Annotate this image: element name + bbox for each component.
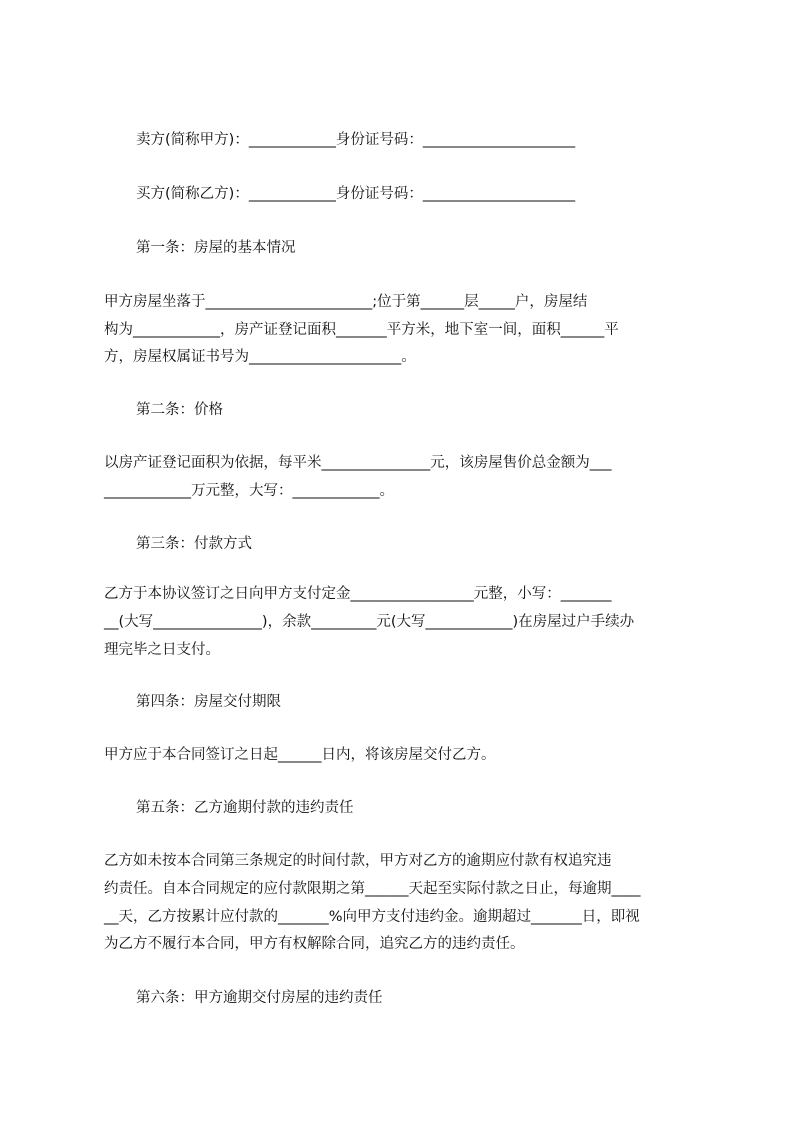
article1-line-1: 甲方房屋坐落于_______________________;位于第______层_____户，房屋结: [104, 294, 588, 310]
article3-line-2: __(大写_______________)，余款_________元(大写____________)在房屋过户手续办: [104, 614, 635, 630]
article1-line-2: 构为____________，房产证登记面积_______平方米，地下室一间，面积______平: [104, 322, 619, 338]
article2-heading: 第二条：价格: [136, 402, 223, 418]
article3-line-3: 理完毕之日支付。: [104, 642, 220, 658]
buyer-line: 买方(简称乙方)：____________身份证号码：_____________________: [136, 186, 576, 202]
article5-heading: 第五条：乙方逾期付款的违约责任: [136, 800, 354, 816]
article4-heading: 第四条：房屋交付期限: [136, 694, 281, 710]
article3-heading: 第三条：付款方式: [136, 536, 252, 552]
article5-line-3: __天，乙方按累计应付款的_______%向甲方支付违约金。逾期超过_______日，即视: [104, 909, 640, 925]
article4-line-1: 甲方应于本合同签订之日起______日内，将该房屋交付乙方。: [104, 747, 496, 763]
article2-line-1: 以房产证登记面积为依据，每平米_______________元，该房屋售价总金额为___: [104, 455, 612, 471]
seller-line: 卖方(简称甲方)：____________身份证号码：_____________________: [136, 132, 576, 148]
article3-line-1: 乙方于本协议签订之日向甲方支付定金_________________元整，小写：_______: [104, 586, 612, 602]
article1-line-3: 方，房屋权属证书号为_____________________。: [104, 349, 416, 365]
article5-line-2: 约责任。自本合同规定的应付款限期之第______天起至实际付款之日止，每逾期____: [104, 881, 641, 897]
article2-line-2: ____________万元整，大写：____________。: [104, 483, 394, 499]
article1-heading: 第一条：房屋的基本情况: [136, 240, 296, 256]
article5-line-1: 乙方如未按本合同第三条规定的时间付款，甲方对乙方的逾期应付款有权追究违: [104, 853, 612, 869]
article6-heading: 第六条：甲方逾期交付房屋的违约责任: [136, 990, 383, 1006]
article5-line-4: 为乙方不履行本合同，甲方有权解除合同，追究乙方的违约责任。: [104, 936, 525, 952]
